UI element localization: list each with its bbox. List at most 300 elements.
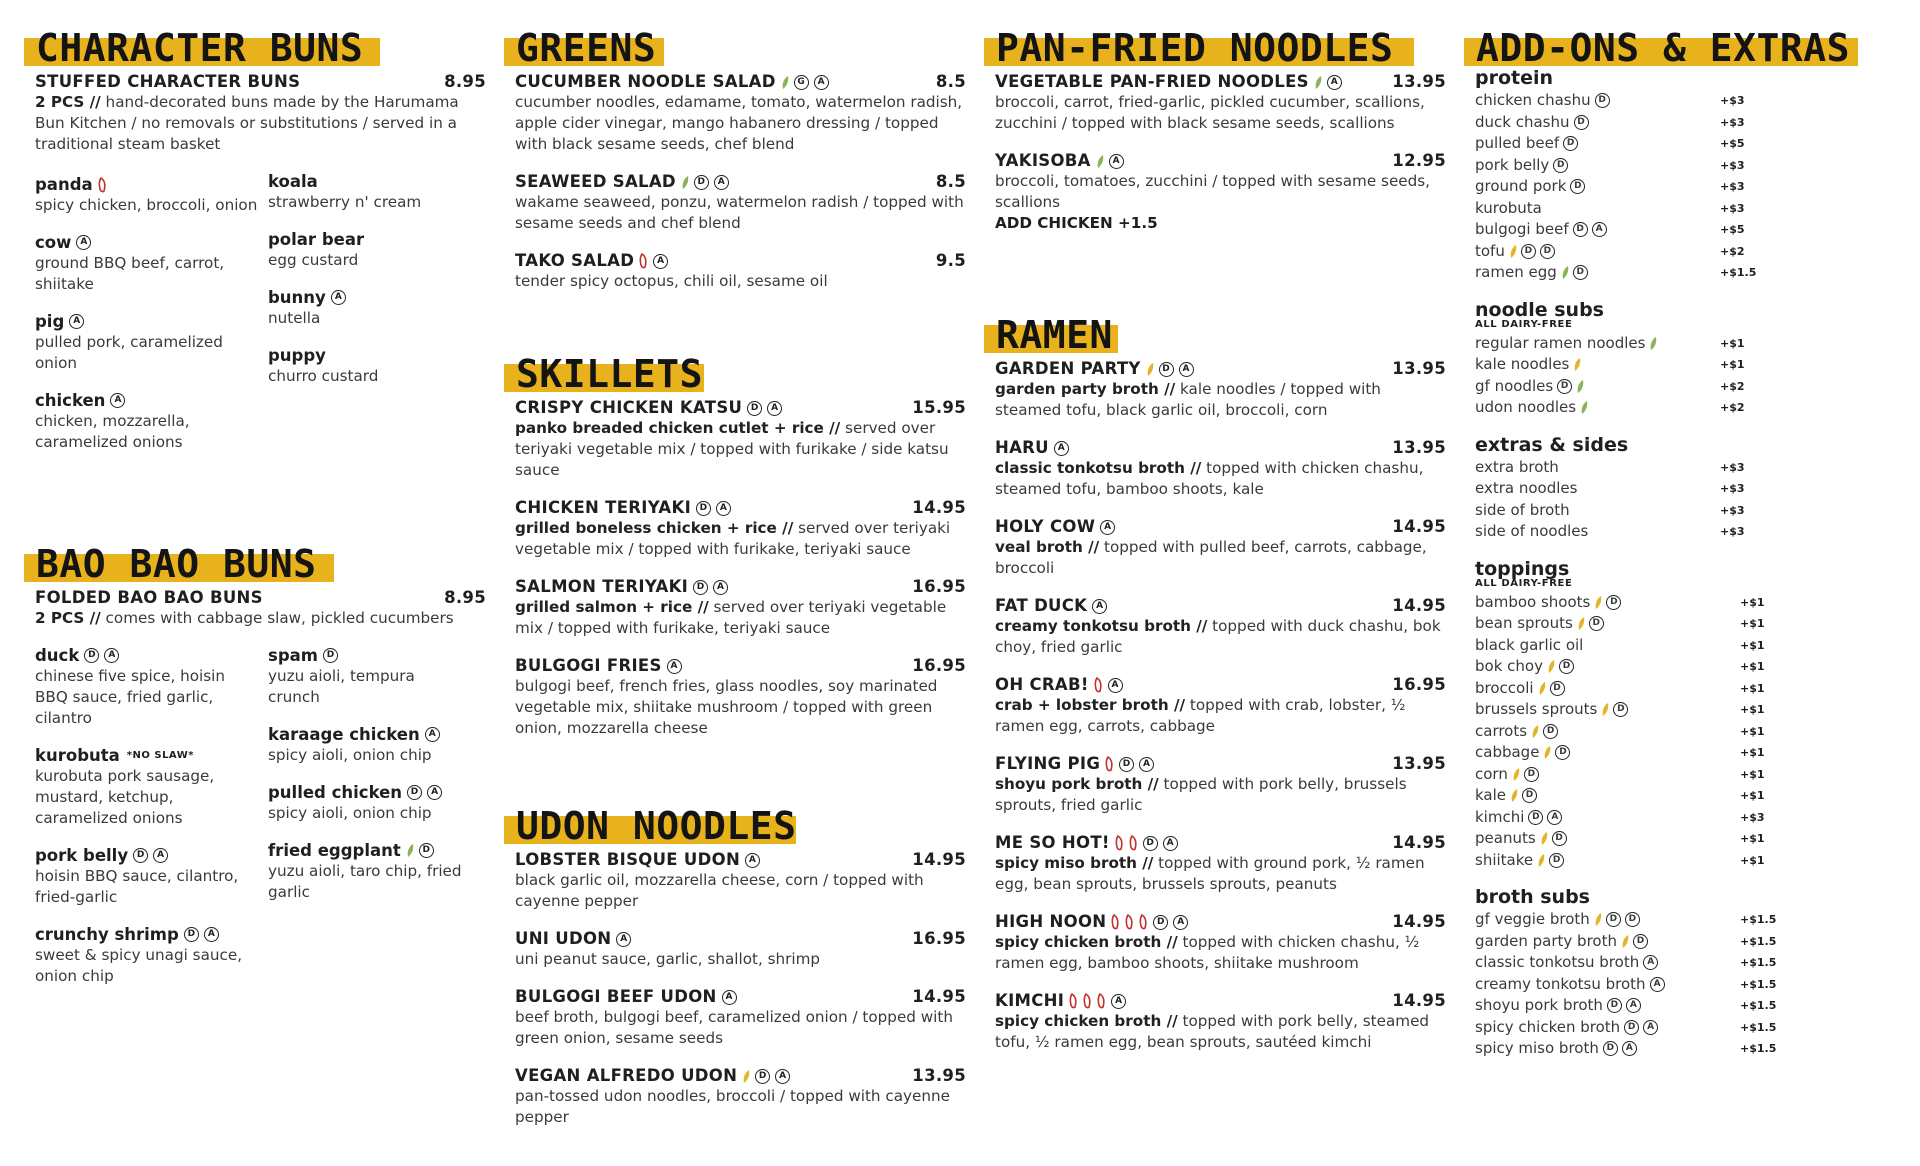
group-title: noodle subs xyxy=(1475,298,1604,321)
leaf-icon xyxy=(1595,912,1602,927)
item-name: VEGAN ALFREDO UDON xyxy=(515,1066,738,1085)
addon-name: shiitake xyxy=(1475,850,1534,869)
addon-name: side of broth xyxy=(1475,500,1570,519)
leaf-icon xyxy=(1097,154,1104,169)
item-description: spicy miso broth // topped with ground pork, ½ ramen egg, bean sprouts, brussels sprouts, peanuts xyxy=(995,854,1425,893)
section-skillets xyxy=(506,350,966,756)
item-name: ME SO HOT! xyxy=(995,833,1110,852)
allergen-a-icon: A xyxy=(1592,222,1607,237)
addon-name: extra broth xyxy=(1475,457,1559,476)
menu-item xyxy=(986,517,1446,579)
leaf-icon xyxy=(1602,702,1609,717)
leaf-icon xyxy=(1541,831,1548,846)
allergen-a-icon: A xyxy=(1643,1020,1658,1035)
addon-row xyxy=(1475,931,1796,953)
dairy-free-icon: D xyxy=(1550,681,1565,696)
menu-item xyxy=(26,72,486,155)
addon-row xyxy=(1475,198,1796,220)
chili-icon xyxy=(1069,993,1078,1009)
leaf-icon xyxy=(1510,244,1517,259)
sub-item: duck D A chinese five spice, hoisin BBQ sauce, fried garlic, cilantro xyxy=(35,646,225,727)
dairy-free-icon: D xyxy=(133,848,148,863)
dairy-free-icon: D xyxy=(1607,998,1622,1013)
item-price: 8.95 xyxy=(444,588,486,607)
addon-price: +$2 xyxy=(1720,401,1745,414)
leaf-icon xyxy=(743,1069,750,1084)
allergen-a-icon: A xyxy=(1643,955,1658,970)
menu-item xyxy=(986,675,1446,737)
addon-row xyxy=(1475,262,1796,284)
addon-row xyxy=(1475,785,1796,807)
item-name: CUCUMBER NOODLE SALAD xyxy=(515,72,776,91)
allergen-a-icon: A xyxy=(69,314,84,329)
leaf-icon xyxy=(1650,336,1657,351)
chili-icon xyxy=(1105,756,1114,772)
item-description: uni peanut sauce, garlic, shallot, shrimp xyxy=(515,950,821,968)
item-name: HIGH NOON xyxy=(995,912,1107,931)
addon-name: carrots xyxy=(1475,721,1528,740)
dairy-free-icon: D xyxy=(1524,767,1539,782)
dairy-free-icon: D xyxy=(1555,745,1570,760)
dairy-free-icon: D xyxy=(1540,244,1555,259)
item-price: 14.95 xyxy=(1392,596,1446,615)
chili-icon xyxy=(1111,914,1120,930)
item-name: SALMON TERIYAKI xyxy=(515,577,689,596)
section-title: SKILLETS xyxy=(516,352,704,396)
item-price: 16.95 xyxy=(912,577,966,596)
addon-row xyxy=(1475,699,1796,721)
section-title: PAN-FRIED NOODLES xyxy=(996,26,1394,70)
allergen-a-icon: A xyxy=(76,235,91,250)
dairy-free-icon: D xyxy=(84,648,99,663)
dairy-free-icon: D xyxy=(1543,724,1558,739)
item-name: CHICKEN TERIYAKI xyxy=(515,498,692,517)
dairy-free-icon: D xyxy=(755,1069,770,1084)
dairy-free-icon: D xyxy=(1153,915,1168,930)
allergen-a-icon: A xyxy=(104,648,119,663)
item-description: shoyu pork broth // topped with pork belly, brussels sprouts, fried garlic xyxy=(995,775,1407,814)
allergen-a-icon: A xyxy=(110,393,125,408)
item-price: 14.95 xyxy=(1392,517,1446,536)
item-description: garden party broth // kale noodles / topped with steamed tofu, black garlic oil, broccoli, corn xyxy=(995,380,1381,419)
addon-name: spicy chicken broth xyxy=(1475,1017,1621,1036)
item-description: black garlic oil, mozzarella cheese, corn / topped with cayenne pepper xyxy=(515,871,924,910)
item-name: STUFFED CHARACTER BUNS xyxy=(35,72,301,91)
dairy-free-icon: D xyxy=(1574,115,1589,130)
menu-item xyxy=(986,596,1446,658)
item-description: grilled boneless chicken + rice // served over teriyaki vegetable mix / topped with furikake, teriyaki sauce xyxy=(515,519,951,558)
addon-price: +$1 xyxy=(1740,832,1765,845)
item-price: 8.5 xyxy=(935,72,966,91)
menu-item xyxy=(506,656,966,739)
item-description: cucumber noodles, edamame, tomato, watermelon radish, apple cider vinegar, mango habanero dressing / topped with black sesame seeds, chef blend xyxy=(515,93,963,153)
section-addons xyxy=(1466,24,1851,1074)
allergen-a-icon: A xyxy=(722,990,737,1005)
item-price: 8.5 xyxy=(935,172,966,191)
allergen-a-icon: A xyxy=(1179,362,1194,377)
addon-price: +$1.5 xyxy=(1740,934,1777,948)
dairy-free-icon: D xyxy=(1606,912,1621,927)
group-protein xyxy=(1466,66,1796,284)
item-description: broccoli, carrot, fried-garlic, pickled cucumber, scallions, zucchini / topped with black sesame seeds, scallions xyxy=(995,93,1425,132)
item-price: 13.95 xyxy=(912,1066,966,1085)
allergen-a-icon: A xyxy=(427,785,442,800)
addon-row xyxy=(1475,592,1796,614)
item-description: pan-tossed udon noodles, broccoli / topped with cayenne pepper xyxy=(515,1087,950,1126)
allergen-a-icon: A xyxy=(204,927,219,942)
addon-row xyxy=(1475,995,1796,1017)
sub-item: pulled chicken D A spicy aioli, onion chip xyxy=(259,782,469,824)
dairy-free-icon: D xyxy=(696,501,711,516)
addon-name: kale xyxy=(1475,786,1507,804)
dairy-free-icon: D xyxy=(1625,912,1640,927)
item-description: 2 PCS // comes with cabbage slaw, pickled cucumbers xyxy=(35,609,454,627)
leaf-icon xyxy=(1574,357,1581,372)
addon-row xyxy=(1475,354,1796,376)
leaf-icon xyxy=(1577,379,1584,394)
allergen-a-icon: A xyxy=(1092,599,1107,614)
item-price: 14.95 xyxy=(1392,912,1446,931)
addon-name: kimchi xyxy=(1475,807,1525,826)
leaf-icon xyxy=(1548,659,1555,674)
dairy-free-icon: D xyxy=(1528,810,1543,825)
item-name: CRISPY CHICKEN KATSU xyxy=(515,398,743,417)
addon-row xyxy=(1475,176,1796,198)
section-title: UDON NOODLES xyxy=(516,804,797,848)
allergen-a-icon: A xyxy=(1108,678,1123,693)
sub-item: karaage chicken A spicy aioli, onion chip xyxy=(259,724,469,766)
menu-item xyxy=(986,833,1446,895)
menu-item xyxy=(986,359,1446,421)
leaf-icon xyxy=(1511,788,1518,803)
item-price: 14.95 xyxy=(912,850,966,869)
addon-row xyxy=(1475,397,1796,419)
section-title: RAMEN xyxy=(996,313,1113,357)
addon-row xyxy=(1475,219,1796,241)
item-name: HOLY COW xyxy=(995,517,1096,536)
item-price: 12.95 xyxy=(1392,151,1446,170)
addon-price: +$5 xyxy=(1720,223,1745,236)
addon-row xyxy=(1475,828,1796,850)
allergen-a-icon: A xyxy=(1622,1041,1637,1056)
item-price: 13.95 xyxy=(1392,754,1446,773)
sub-item: chicken A chicken, mozzarella, caramelized onions xyxy=(35,391,190,451)
sub-item: kurobuta *NO SLAW* kurobuta pork sausage, mustard, ketchup, caramelized onions xyxy=(35,746,215,827)
addon-price: +$3 xyxy=(1720,201,1745,215)
chili-icon xyxy=(1139,914,1148,930)
addon-row xyxy=(1475,457,1796,479)
addon-name: kale noodles xyxy=(1475,355,1570,373)
menu-item xyxy=(986,151,1446,233)
chili-icon xyxy=(639,253,648,269)
allergen-a-icon: A xyxy=(814,75,829,90)
menu-item xyxy=(506,251,966,292)
item-description: tender spicy octopus, chili oil, sesame oil xyxy=(515,272,828,290)
dairy-free-icon: D xyxy=(1624,1020,1639,1035)
addon-name: corn xyxy=(1475,764,1508,783)
addon-price: +$2 xyxy=(1720,244,1745,258)
dairy-free-icon: D xyxy=(1570,179,1585,194)
menu-item xyxy=(506,498,966,560)
menu-item xyxy=(506,398,966,481)
addon-price: +$1 xyxy=(1720,336,1745,350)
leaf-icon xyxy=(1513,767,1520,782)
allergen-a-icon: A xyxy=(767,401,782,416)
addon-price: +$1 xyxy=(1740,789,1765,802)
addon-price: +$1.5 xyxy=(1740,977,1777,991)
dairy-free-icon: D xyxy=(747,401,762,416)
group-title: extras & sides xyxy=(1475,433,1629,456)
menu-item xyxy=(986,912,1446,974)
item-price: 13.95 xyxy=(1392,438,1446,457)
allergen-a-icon: A xyxy=(716,501,731,516)
item-description: wakame seaweed, ponzu, watermelon radish / topped with sesame seeds and chef blend xyxy=(515,193,964,232)
item-description: spicy chicken broth // topped with chicken chashu, ½ ramen egg, bamboo shoots, shiitake mushroom xyxy=(995,933,1420,972)
addon-price: +$1 xyxy=(1740,617,1765,630)
sub-item: koala strawberry n' cream xyxy=(268,172,422,211)
addon-name: bok choy xyxy=(1475,657,1543,675)
allergen-a-icon: A xyxy=(653,254,668,269)
dairy-free-icon: D xyxy=(1633,934,1648,949)
item-price: 14.95 xyxy=(912,987,966,1006)
gluten-free-icon: G xyxy=(794,75,809,90)
addon-row xyxy=(1475,500,1796,522)
addon-price: +$1 xyxy=(1740,681,1765,695)
addon-price: +$1 xyxy=(1740,638,1765,652)
allergen-a-icon: A xyxy=(713,580,728,595)
section-ramen xyxy=(986,311,1446,1070)
item-description: veal broth // topped with pulled beef, carrots, cabbage, broccoli xyxy=(995,538,1427,577)
addon-row xyxy=(1475,155,1796,177)
item-description: grilled salmon + rice // served over teriyaki vegetable mix / topped with furikake, teriyaki sauce xyxy=(515,598,947,637)
chili-icon xyxy=(98,177,107,193)
addon-name: shoyu pork broth xyxy=(1475,996,1603,1014)
item-description: broccoli, tomatoes, zucchini / topped with sesame seeds, scallions xyxy=(995,172,1431,211)
addon-name: creamy tonkotsu broth xyxy=(1475,974,1646,993)
item-description: classic tonkotsu broth // topped with chicken chashu, steamed tofu, bamboo shoots, kale xyxy=(995,459,1424,498)
addon-name: ground pork xyxy=(1475,177,1567,195)
addon-name: pork belly xyxy=(1475,155,1550,174)
item-name: LOBSTER BISQUE UDON xyxy=(515,850,741,869)
dairy-free-icon: D xyxy=(184,927,199,942)
item-name: FAT DUCK xyxy=(995,596,1088,615)
dairy-free-icon: D xyxy=(1521,244,1536,259)
dairy-free-icon: D xyxy=(1613,702,1628,717)
allergen-a-icon: A xyxy=(1100,520,1115,535)
addon-name: ramen egg xyxy=(1475,263,1557,281)
dairy-free-icon: D xyxy=(1143,836,1158,851)
allergen-a-icon: A xyxy=(1327,75,1342,90)
item-name: FOLDED BAO BAO BUNS xyxy=(35,588,263,607)
addon-name: regular ramen noodles xyxy=(1475,333,1646,352)
menu-item xyxy=(506,850,966,912)
leaf-icon xyxy=(1147,362,1154,377)
section-title: ADD-ONS & EXTRAS xyxy=(1476,26,1851,70)
item-description: panko breaded chicken cutlet + rice // served over teriyaki vegetable mix / topped with furikake / side katsu sauce xyxy=(515,419,949,479)
addon-row xyxy=(1475,1038,1796,1060)
item-description: bulgogi beef, french fries, glass noodles, soy marinated vegetable mix, shiitake mushroom / topped with green onion, mozzarella cheese xyxy=(515,677,938,737)
sub-item: fried eggplant D yuzu aioli, taro chip, fried garlic xyxy=(268,841,462,901)
item-price: 16.95 xyxy=(912,929,966,948)
allergen-a-icon: A xyxy=(1139,757,1154,772)
addon-name: kurobuta xyxy=(1475,198,1542,217)
item-price: 16.95 xyxy=(1392,675,1446,694)
dairy-free-icon: D xyxy=(1549,853,1564,868)
item-name: SEAWEED SALAD xyxy=(515,172,676,191)
leaf-icon xyxy=(1581,400,1588,415)
item-name: GARDEN PARTY xyxy=(995,359,1141,378)
addon-price: +$3 xyxy=(1720,180,1745,193)
chili-icon xyxy=(1097,993,1106,1009)
addon-price: +$1.5 xyxy=(1740,956,1777,969)
addon-name: spicy miso broth xyxy=(1475,1039,1599,1057)
group-title: toppings xyxy=(1475,557,1570,580)
addon-name: udon noodles xyxy=(1475,398,1577,416)
addon-row xyxy=(1475,613,1796,635)
addon-row xyxy=(1475,952,1796,974)
leaf-icon xyxy=(1538,853,1545,868)
sub-item: crunchy shrimp D A sweet & spicy unagi sauce, onion chip xyxy=(35,925,243,985)
item-description: 2 PCS // hand-decorated buns made by the Harumama Bun Kitchen / no removals or substitutions / served in a traditional steam basket xyxy=(35,93,459,153)
leaf-icon xyxy=(1539,681,1546,696)
addon-name: broccoli xyxy=(1475,678,1534,697)
addon-price: +$2 xyxy=(1720,379,1745,393)
dairy-free-icon: D xyxy=(1553,158,1568,173)
dairy-free-icon: D xyxy=(693,580,708,595)
addon-name: duck chashu xyxy=(1475,112,1570,131)
addon-price: +$3 xyxy=(1720,115,1745,129)
add-chicken-note: ADD CHICKEN +1.5 xyxy=(995,214,1158,232)
allergen-a-icon: A xyxy=(153,848,168,863)
chili-icon xyxy=(1094,677,1103,693)
chili-icon xyxy=(1125,914,1134,930)
section-pan-fried xyxy=(986,24,1446,250)
dairy-free-icon: D xyxy=(1603,1041,1618,1056)
allergen-a-icon: A xyxy=(616,932,631,947)
item-price: 13.95 xyxy=(1392,359,1446,378)
group-title: protein xyxy=(1475,67,1554,89)
addon-row xyxy=(1475,133,1796,155)
item-description: beef broth, bulgogi beef, caramelized onion / topped with green onion, sesame seeds xyxy=(515,1008,953,1047)
dairy-free-icon: D xyxy=(1119,757,1134,772)
section-title: CHARACTER BUNS xyxy=(36,26,364,70)
addon-row xyxy=(1475,635,1796,657)
leaf-icon xyxy=(1562,265,1569,280)
allergen-a-icon: A xyxy=(667,659,682,674)
addon-price: +$1.5 xyxy=(1740,1020,1777,1034)
section-bao-buns xyxy=(26,540,486,1003)
menu-item xyxy=(986,991,1446,1053)
item-name: BULGOGI BEEF UDON xyxy=(515,987,717,1006)
menu-item xyxy=(506,72,966,155)
addon-row xyxy=(1475,850,1796,872)
addon-name: black garlic oil xyxy=(1475,635,1584,654)
leaf-icon xyxy=(682,175,689,190)
item-price: 14.95 xyxy=(1392,833,1446,852)
item-name: KIMCHI xyxy=(995,991,1065,1010)
menu-item xyxy=(986,438,1446,500)
item-description: spicy chicken broth // topped with pork belly, steamed tofu, ½ ramen egg, bean sprouts, sautéed kimchi xyxy=(995,1012,1430,1051)
menu-item xyxy=(506,987,966,1049)
addon-name: tofu xyxy=(1475,241,1505,260)
allergen-a-icon: A xyxy=(1173,915,1188,930)
allergen-a-icon: A xyxy=(425,727,440,742)
section-greens xyxy=(506,24,966,309)
dairy-free-icon: D xyxy=(407,785,422,800)
addon-row xyxy=(1475,333,1796,355)
allergen-a-icon: A xyxy=(1650,977,1665,992)
leaf-icon xyxy=(1578,616,1585,631)
addon-row xyxy=(1475,1017,1796,1039)
addon-name: extra noodles xyxy=(1475,479,1578,497)
addon-row xyxy=(1475,376,1796,398)
group-extras xyxy=(1466,433,1796,543)
addon-price: +$3 xyxy=(1740,810,1765,824)
item-name: VEGETABLE PAN-FRIED NOODLES xyxy=(995,72,1309,91)
addon-price: +$3 xyxy=(1720,94,1745,107)
section-character-buns xyxy=(26,24,486,469)
allergen-a-icon: A xyxy=(1111,994,1126,1009)
addon-name: bulgogi beef xyxy=(1475,220,1569,238)
sub-item: spam D yuzu aioli, tempura crunch xyxy=(268,646,415,706)
addon-name: gf noodles xyxy=(1475,376,1554,395)
addon-price: +$5 xyxy=(1720,137,1745,150)
dairy-free-icon: D xyxy=(323,648,338,663)
addon-price: +$3 xyxy=(1720,460,1745,474)
addon-name: cabbage xyxy=(1475,743,1540,761)
addon-price: +$1 xyxy=(1740,853,1765,867)
chili-icon xyxy=(1083,993,1092,1009)
addon-row xyxy=(1475,909,1796,931)
leaf-icon xyxy=(1315,75,1322,90)
addon-name: bamboo shoots xyxy=(1475,592,1591,611)
leaf-icon xyxy=(782,75,789,90)
addon-price: +$3 xyxy=(1720,503,1745,517)
section-title: GREENS xyxy=(516,26,657,70)
item-description: crab + lobster broth // topped with crab, lobster, ½ ramen egg, carrots, cabbage xyxy=(995,696,1406,735)
addon-row xyxy=(1475,764,1796,786)
menu-item xyxy=(506,1066,966,1128)
sub-item: cow A ground BBQ beef, carrot, shiitake xyxy=(35,233,225,293)
sub-item: pig A pulled pork, caramelized onion xyxy=(35,312,223,372)
addon-price: +$3 xyxy=(1720,525,1745,538)
item-price: 9.5 xyxy=(935,251,966,270)
addon-price: +$3 xyxy=(1720,158,1745,172)
dairy-free-icon: D xyxy=(1522,788,1537,803)
group-note: ALL DAIRY-FREE xyxy=(1475,577,1573,589)
group-toppings xyxy=(1466,557,1796,872)
dairy-free-icon: D xyxy=(1595,93,1610,108)
addon-price: +$1 xyxy=(1740,746,1765,759)
leaf-icon xyxy=(1532,724,1539,739)
section-title: BAO BAO BUNS xyxy=(36,542,317,586)
addon-row xyxy=(1475,112,1796,134)
group-title: broth subs xyxy=(1475,886,1590,908)
item-name: OH CRAB! xyxy=(995,675,1089,694)
addon-name: chicken chashu xyxy=(1475,91,1591,109)
addon-name: garden party broth xyxy=(1475,931,1617,950)
addon-name: bean sprouts xyxy=(1475,614,1573,632)
addon-price: +$1 xyxy=(1740,703,1765,716)
allergen-a-icon: A xyxy=(1054,441,1069,456)
addon-name: pulled beef xyxy=(1475,134,1560,152)
item-price: 15.95 xyxy=(912,398,966,417)
addon-name: brussels sprouts xyxy=(1475,700,1598,718)
menu-item xyxy=(506,929,966,970)
item-price: 8.95 xyxy=(444,72,486,91)
addon-row xyxy=(1475,678,1796,700)
addon-price: +$1 xyxy=(1720,358,1745,371)
